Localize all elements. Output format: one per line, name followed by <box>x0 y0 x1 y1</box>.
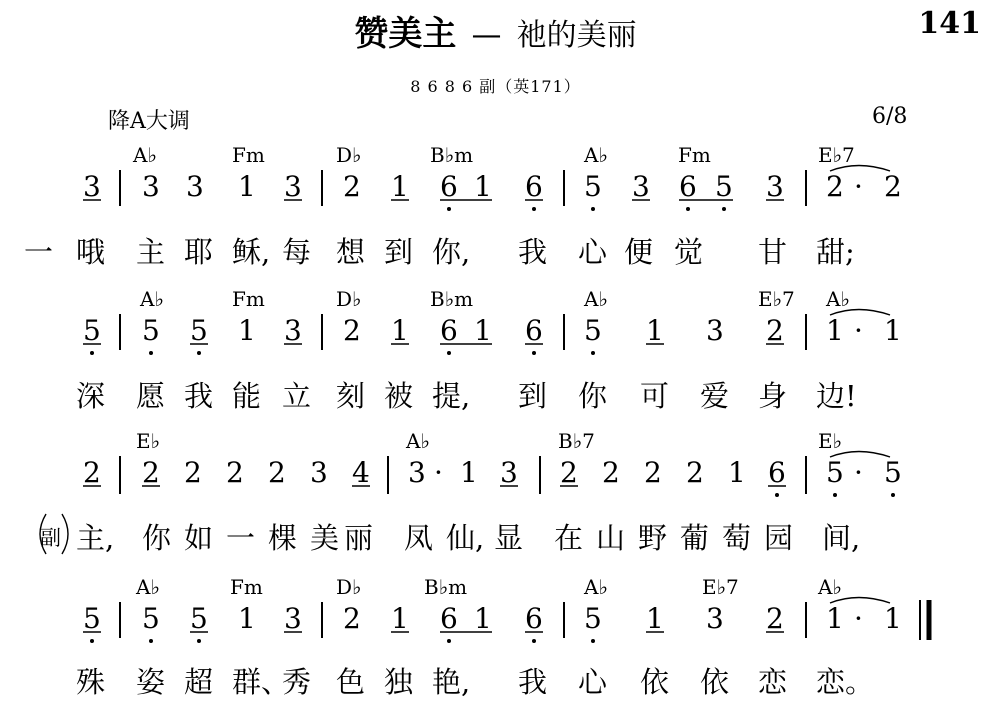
lyric: 边! <box>816 379 857 413</box>
lyric: 哦 <box>76 235 106 269</box>
chord: D♭ <box>336 575 362 599</box>
octave-dots <box>90 639 595 643</box>
refrain-mark <box>40 514 68 554</box>
chord: E♭ <box>818 429 843 453</box>
chord: Fm <box>230 575 263 599</box>
note: 1 <box>646 314 664 347</box>
note: 1 <box>238 602 256 635</box>
lyric: 到 <box>518 379 548 413</box>
lyric: 园 <box>764 521 794 555</box>
lyric: 我 <box>184 379 214 413</box>
title-main: 赞美主 <box>354 14 457 54</box>
note: 1 <box>474 602 492 635</box>
system-2 <box>76 287 902 413</box>
lyric: 主 <box>136 235 166 269</box>
note: 6 <box>768 456 786 489</box>
octave-dots <box>447 207 726 211</box>
lyric: 被 <box>384 379 414 413</box>
hymn-number: 141 <box>918 6 981 41</box>
lyric: 便 <box>624 235 654 269</box>
lyric: 恋。 <box>816 665 875 699</box>
note: 3 <box>83 170 101 203</box>
title-dash: — <box>471 18 502 53</box>
chord: B♭m <box>430 143 474 167</box>
note: 1 <box>884 602 902 635</box>
note: 5 <box>584 602 602 635</box>
note: · <box>854 170 863 203</box>
note: 2 <box>268 456 286 489</box>
note: 4 <box>352 456 370 489</box>
lyric: 色 <box>336 665 366 699</box>
chord: A♭ <box>136 575 160 599</box>
octave-dots <box>90 351 595 355</box>
note: 5 <box>715 170 733 203</box>
note: 5 <box>584 170 602 203</box>
lyric: 山 <box>596 521 626 555</box>
lyric: 你, <box>432 235 471 269</box>
lyric: 葡 <box>680 521 710 555</box>
chord: B♭m <box>424 575 468 599</box>
lyric: 你 <box>578 379 608 413</box>
final-barline <box>920 600 929 640</box>
lyric: 凤 <box>404 521 434 555</box>
note: 5 <box>190 314 208 347</box>
note: · <box>434 456 443 489</box>
note: 3 <box>706 314 724 347</box>
lyric: 一 <box>24 235 54 269</box>
note: 5 <box>826 456 844 489</box>
lyric: 稣, <box>232 235 271 269</box>
lyric: 萄 <box>722 521 752 555</box>
note: 2 <box>766 314 784 347</box>
note: 6 <box>440 602 458 635</box>
note: 1 <box>826 602 844 635</box>
note: 5 <box>884 456 902 489</box>
lyric: 主, <box>76 521 115 555</box>
chord: A♭ <box>584 575 608 599</box>
note: 2 <box>142 456 160 489</box>
note: 3 <box>284 170 302 203</box>
lyric: 想 <box>336 235 366 269</box>
meter-line: 8 6 8 6 副（英171） <box>410 77 581 96</box>
note: 3 <box>408 456 426 489</box>
note: 5 <box>584 314 602 347</box>
lyric: 能 <box>232 379 262 413</box>
chord: D♭ <box>336 143 362 167</box>
note: 6 <box>440 314 458 347</box>
lyric: 一 <box>226 521 256 555</box>
note: 1 <box>474 170 492 203</box>
note: 1 <box>728 456 746 489</box>
note: · <box>854 602 863 635</box>
chord: Fm <box>232 287 265 311</box>
note: 2 <box>766 602 784 635</box>
lyric: 依 <box>700 665 730 699</box>
lyric: 野 <box>638 521 668 555</box>
chord: A♭ <box>140 287 164 311</box>
note: 1 <box>238 170 256 203</box>
note: 2 <box>686 456 704 489</box>
note: 2 <box>884 170 902 203</box>
chord: E♭7 <box>702 575 739 599</box>
note: 1 <box>238 314 256 347</box>
lyric: 爱 <box>700 379 730 413</box>
lyric: 独 <box>384 665 414 699</box>
octave-dots <box>775 493 895 497</box>
note: 3 <box>766 170 784 203</box>
chord: A♭ <box>826 287 850 311</box>
note: 1 <box>474 314 492 347</box>
note: 2 <box>184 456 202 489</box>
chord: D♭ <box>336 287 362 311</box>
lyric: 棵 <box>268 521 298 555</box>
chord: A♭ <box>133 143 157 167</box>
chord: E♭ <box>136 429 161 453</box>
lyric: 仙, <box>446 521 485 555</box>
note: 2 <box>602 456 620 489</box>
lyric: 甜; <box>816 235 855 269</box>
chord: E♭7 <box>758 287 795 311</box>
lyric: 愿 <box>136 379 166 413</box>
note: 5 <box>83 602 101 635</box>
lyric: 依 <box>640 665 670 699</box>
lyric: 你 <box>142 521 172 555</box>
lyric: 群、 <box>232 665 291 699</box>
lyric: 在 <box>554 521 584 555</box>
note: 5 <box>142 314 160 347</box>
chord: B♭7 <box>558 429 595 453</box>
note: 1 <box>460 456 478 489</box>
key-signature: 降A大调 <box>108 109 190 134</box>
note: 2 <box>343 170 361 203</box>
note: 3 <box>284 314 302 347</box>
note: 3 <box>706 602 724 635</box>
lyric: 立 <box>282 379 312 413</box>
note: 1 <box>391 314 409 347</box>
note: 3 <box>142 170 160 203</box>
refrain-label: 副 <box>40 526 61 550</box>
lyric: 深 <box>76 379 106 413</box>
lyric: 可 <box>640 379 670 413</box>
chord: E♭7 <box>818 143 855 167</box>
lyric: 身 <box>758 379 788 413</box>
chord: A♭ <box>818 575 842 599</box>
note: 2 <box>560 456 578 489</box>
lyric: 姿 <box>136 665 166 699</box>
lyric: 如 <box>184 521 214 555</box>
note: 6 <box>525 170 543 203</box>
lyric: 耶 <box>184 235 214 269</box>
note: 2 <box>83 456 101 489</box>
note: 5 <box>83 314 101 347</box>
lyric: 超 <box>184 665 214 699</box>
lyric: 心 <box>578 235 608 269</box>
note: 2 <box>226 456 244 489</box>
system-3 <box>40 429 902 555</box>
note: 3 <box>310 456 328 489</box>
note: 2 <box>826 170 844 203</box>
title-subtitle: 祂的美丽 <box>516 18 637 53</box>
lyric: 殊 <box>76 665 106 699</box>
lyric: 我 <box>518 665 548 699</box>
lyric: 丽 <box>344 521 374 555</box>
note: · <box>854 456 863 489</box>
lyric: 艳, <box>432 665 471 699</box>
note: · <box>854 314 863 347</box>
lyric: 刻 <box>336 379 366 413</box>
lyric: 恋 <box>758 665 788 699</box>
note: 1 <box>391 170 409 203</box>
system-1 <box>24 143 902 269</box>
lyric: 心 <box>578 665 608 699</box>
note: 1 <box>884 314 902 347</box>
chord: A♭ <box>406 429 430 453</box>
note: 6 <box>525 602 543 635</box>
note: 5 <box>142 602 160 635</box>
lyric: 甘 <box>758 235 788 269</box>
lyric: 觉 <box>674 235 704 269</box>
lyric: 间, <box>822 521 861 555</box>
note: 3 <box>186 170 204 203</box>
lyric: 美 <box>310 521 340 555</box>
lyric: 到 <box>384 235 414 269</box>
note: 6 <box>525 314 543 347</box>
note: 2 <box>343 314 361 347</box>
note: 6 <box>679 170 697 203</box>
note: 1 <box>826 314 844 347</box>
lyric: 每 <box>282 235 312 269</box>
lyric: 我 <box>518 235 548 269</box>
note: 2 <box>343 602 361 635</box>
chord: Fm <box>232 143 265 167</box>
note: 6 <box>440 170 458 203</box>
note: 1 <box>391 602 409 635</box>
note: 1 <box>646 602 664 635</box>
note: 3 <box>284 602 302 635</box>
chord: A♭ <box>584 143 608 167</box>
time-signature: 6/8 <box>872 104 908 129</box>
note: 2 <box>644 456 662 489</box>
lyric: 提, <box>432 379 471 413</box>
lyric: 秀 <box>282 665 312 699</box>
lyric: 显 <box>494 521 524 555</box>
note: 3 <box>632 170 650 203</box>
note: 3 <box>500 456 518 489</box>
chord: B♭m <box>430 287 474 311</box>
chord: A♭ <box>584 287 608 311</box>
system-4 <box>76 575 929 699</box>
note: 5 <box>190 602 208 635</box>
chord: Fm <box>678 143 711 167</box>
